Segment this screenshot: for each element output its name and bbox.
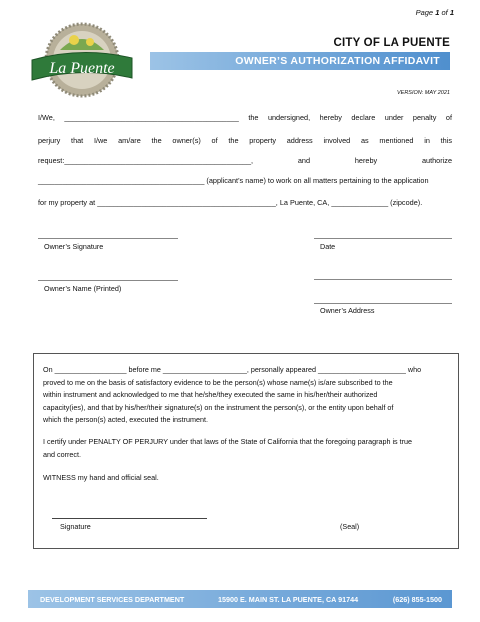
owner-name-label: Owner’s Name (Printed)	[44, 284, 122, 293]
page-number: Page 1 of 1	[415, 8, 454, 17]
owner-address-line-2[interactable]	[314, 303, 452, 304]
footer-department: DEVELOPMENT SERVICES DEPARTMENT	[40, 595, 185, 604]
notary-line-2: proved to me on the basis of satisfactory evidence to be the person(s) whose name(s) is/are subscribed to the	[43, 377, 393, 387]
date-line[interactable]	[314, 238, 452, 239]
title-banner	[150, 52, 450, 70]
owner-signature-label: Owner’s Signature	[44, 242, 104, 251]
body-line-2: perjury that I/we am/are the owner(s) of the property address involved as mentioned in this	[38, 136, 452, 145]
footer-banner	[28, 590, 452, 608]
notary-line-4: capacity(ies), and that by his/her/their signature(s) on the instrument the person(s), or the entity upon behalf of	[43, 402, 394, 412]
svg-text:La Puente: La Puente	[49, 60, 115, 77]
certify-line-2: and correct.	[43, 449, 81, 459]
seal-label: (Seal)	[340, 522, 360, 531]
version-label: VERSION: MAY 2021	[397, 90, 450, 96]
notary-line-1: On __________________ before me _____________________, personally appeared ______________________ who	[43, 365, 422, 374]
date-label: Date	[320, 242, 336, 251]
footer-phone[interactable]: (626) 855-1500	[392, 595, 442, 604]
body-line-3: request:______________________________________________, and hereby authorize	[38, 156, 452, 165]
la-puente-logo	[30, 20, 134, 100]
document-title: OWNER’S AUTHORIZATION AFFIDAVIT	[235, 55, 440, 67]
footer-address: 15900 E. MAIN ST. LA PUENTE, CA 91744	[218, 595, 359, 604]
certify-line-1: I certify under PENALTY OF PERJURY under that laws of the State of California that the foregoing paragraph is true	[43, 437, 413, 446]
owner-address-label: Owner’s Address	[320, 306, 375, 315]
notary-line-5: which the person(s) acted, executed the instrument.	[43, 415, 209, 424]
notary-signature-line[interactable]	[52, 518, 207, 519]
owner-signature-line[interactable]	[38, 238, 178, 239]
body-line-4: _________________________________________ (applicant’s name) to work on all matters pertaining to the application	[38, 176, 429, 185]
body-line-5: for my property at ____________________________________________, La Puente, CA, ______________ (zipcode).	[38, 198, 423, 207]
city-name: CITY OF LA PUENTE	[333, 37, 450, 49]
notary-line-3: within instrument and acknowledged to me that he/she/they executed the same in his/her/their authorized	[43, 390, 378, 399]
notary-signature-label: Signature	[60, 522, 91, 531]
owner-address-line-1[interactable]	[314, 279, 452, 280]
witness-text: WITNESS my hand and official seal.	[43, 473, 159, 482]
owner-name-line[interactable]	[38, 280, 178, 281]
body-line-1: I/We, ___________________________________________ the undersigned, hereby declare under penalty of	[38, 113, 452, 122]
